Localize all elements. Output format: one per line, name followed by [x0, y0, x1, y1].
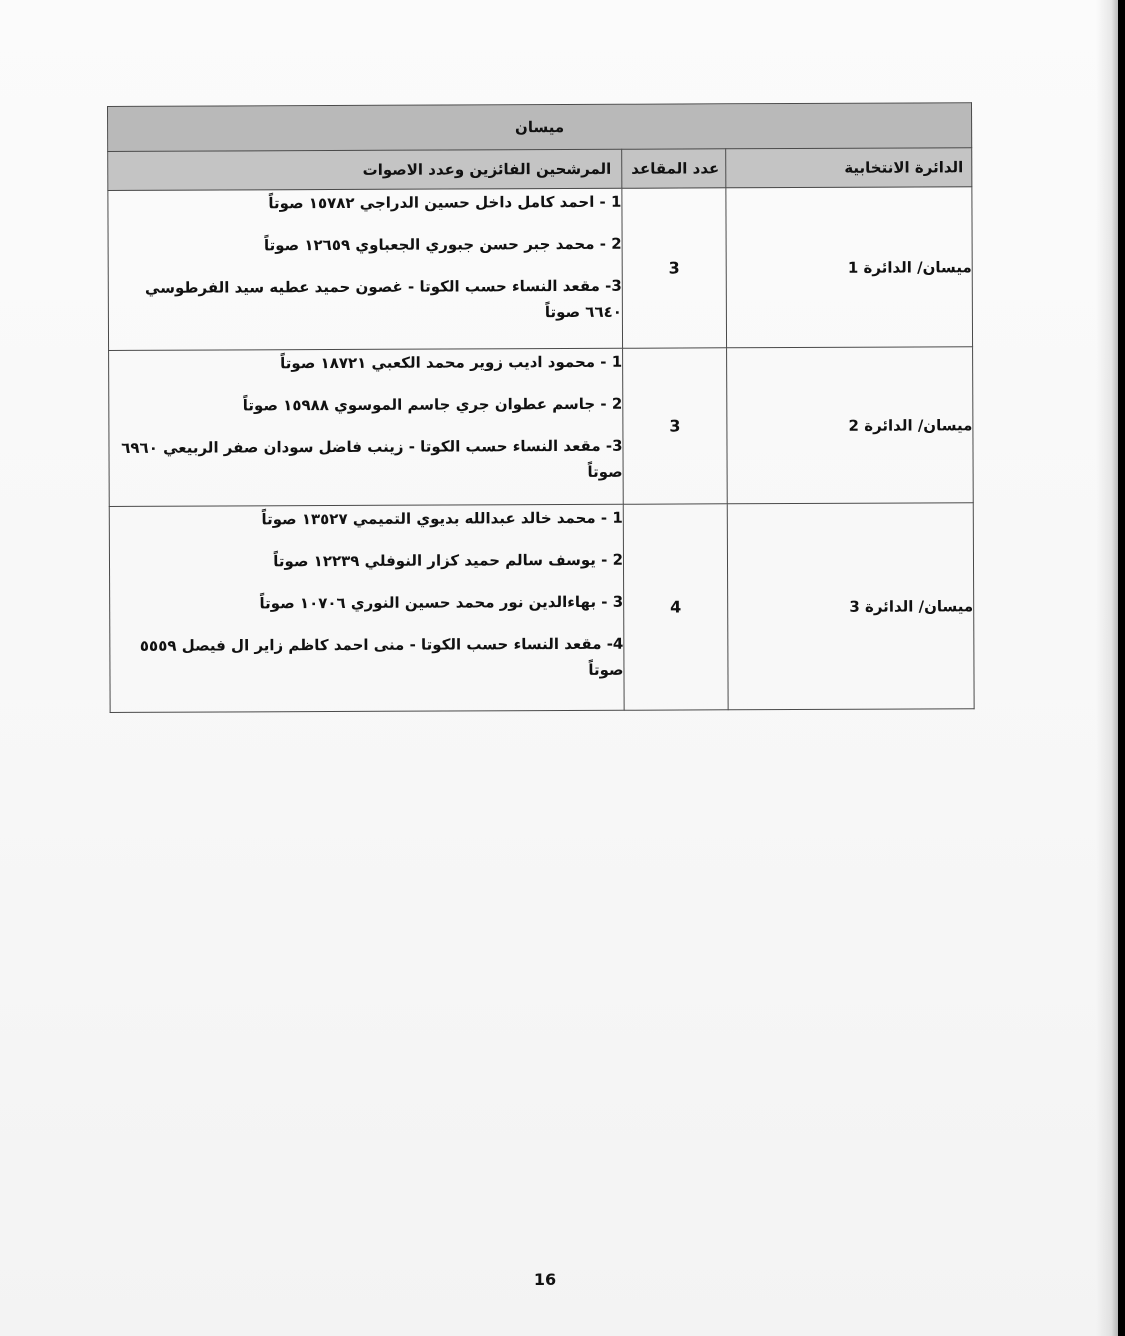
winners-cell: [108, 188, 623, 350]
winner-entry: 1 - محمود اديب زوير محمد الكعبي ١٨٧٢١ صوتاً: [280, 352, 623, 373]
winner-entry: 4- مقعد النساء حسب الكوتا - منى احمد كاظم زاير ال فيصل ٥٥٥٩ صوتاً: [139, 634, 624, 679]
page-number: 16: [533, 1270, 557, 1289]
winner-entry: 1 - احمد كامل داخل حسين الدراجي ١٥٧٨٢ صوتاً: [268, 192, 622, 213]
seats-cell: 3: [622, 188, 727, 348]
winner-entry: 3- مقعد النساء حسب الكوتا - زينب فاضل سودان صفر الربيعي ٦٩٦٠ صوتاً: [121, 436, 623, 481]
table-title-row: [108, 103, 972, 152]
seats-cell: 3: [623, 348, 728, 504]
header-seats: عدد المقاعد: [622, 149, 726, 188]
winners-cell: [109, 504, 624, 712]
district-cell: ميسان/ الدائرة 1: [726, 187, 973, 348]
winner-entry: 2 - جاسم عطوان جري جاسم الموسوي ١٥٩٨٨ صوتاً: [242, 394, 623, 415]
winner-entry: 1 - محمد خالد عبدالله بديوي التميمي ١٣٥٢٧ صوتاً: [261, 508, 623, 529]
winner-entry: 3- مقعد النساء حسب الكوتا - غصون حميد عطيه سيد الفرطوسي ٦٦٤٠ صوتاً: [144, 276, 622, 322]
district-cell: ميسان/ الدائرة 2: [727, 347, 974, 504]
seats-cell: 4: [623, 504, 728, 710]
header-district: الدائرة الانتخابية: [726, 148, 972, 188]
table-row: [108, 187, 973, 351]
winners-cell: [109, 348, 624, 506]
table-row: [109, 503, 974, 713]
table-header-row: [108, 148, 972, 191]
page-edge-shadow: [1096, 0, 1118, 1336]
winner-entry: 2 - محمد جبر حسن جبوري الجعباوي ١٢٦٥٩ صوتاً: [263, 234, 622, 255]
winner-entry: 2 - يوسف سالم حميد كزار النوفلي ١٢٢٣٩ صوتاً: [273, 550, 624, 571]
district-cell: ميسان/ الدائرة 3: [727, 503, 974, 710]
winner-entry: 3 - بهاءالدين نور محمد حسين النوري ١٠٧٠٦ صوتاً: [259, 592, 624, 613]
header-winners: المرشحين الفائزين وعدد الاصوات: [108, 149, 622, 190]
table-row: [109, 347, 974, 507]
election-results-table: [107, 102, 975, 713]
table-title: ميسان: [108, 103, 972, 152]
